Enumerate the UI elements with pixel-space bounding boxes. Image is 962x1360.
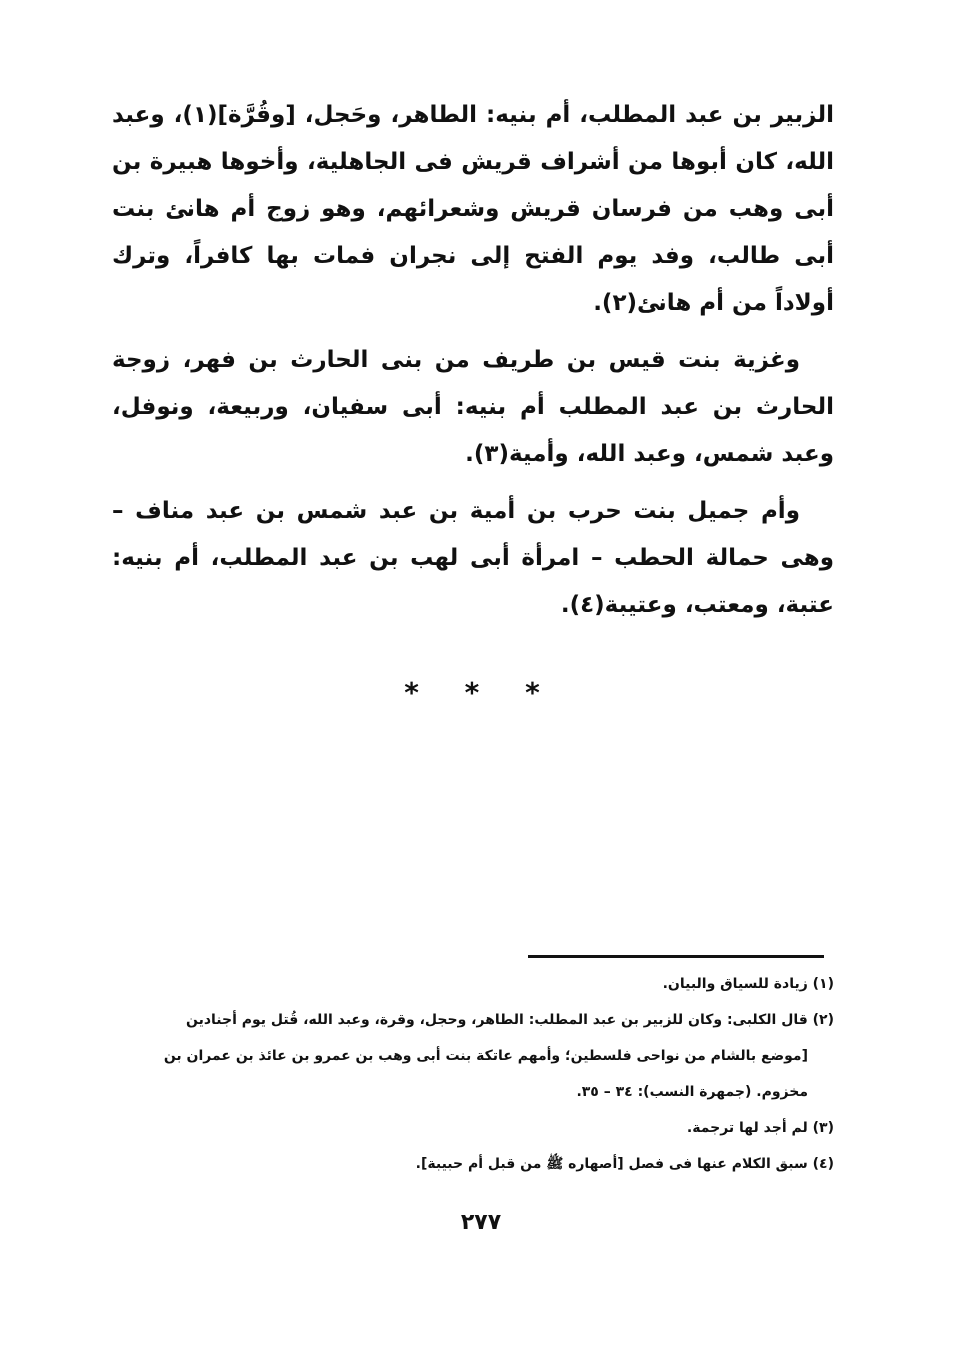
footnote-3: (٣) لم أجد لها ترجمة. (686, 1120, 834, 1136)
paragraph-2: وغزية بنت قيس بن طريف من بنى الحارث بن فهر، زوجة الحارث بن عبد المطلب أم بنيه: أبى سفيان، وربيعة، ونوفل، وعبد شمس، وعبد الله، وأمية(٣). (112, 347, 834, 467)
footnote-1: (١) زيادة للسياق والبيان. (662, 976, 834, 992)
footnote-2: (٢) قال الكلبى: وكان للزبير بن عبد المطلب: الطاهر، وحجل، وقرة، وعبد الله، قُتل يوم أجنادين (185, 1012, 834, 1028)
footnote-2-continuation-end: مخزوم. (جمهرة النسب): ٣٤ – ٣٥. (576, 1084, 808, 1100)
footnote-2-continuation: [موضع بالشام من نواحى فلسطين؛ وأمهم عاتكة بنت أبى وهب بن عمرو بن عائذ بن عمران بن (163, 1048, 808, 1064)
footnote-4: (٤) سبق الكلام عنها فى فصل [أصهاره ﷺ من قبل أم حبيبة]. (415, 1156, 834, 1172)
paragraph-1: الزبير بن عبد المطلب، أم بنيه: الطاهر، وحَجل، [وقُرَّة](١)، وعبد الله، كان أبوها من أشراف قريش فى الجاهلية، وأخوها هبيرة بن أبى وهب من فرسان قريش وشعرائهم، وهو زوج أم هانئ بنت أبى طالب، وفد يوم الفتح إلى نجران فمات بها كافراً، وترك أولاداً من أم هانئ(٢). (112, 102, 834, 316)
footnotes (112, 966, 834, 1182)
main-text (112, 92, 834, 639)
footnote-divider (528, 955, 824, 958)
section-separator: * * * (404, 676, 558, 709)
page-number: ٢٧٧ (460, 1210, 502, 1235)
paragraph-3: وأم جميل بنت حرب بن أمية بن عبد شمس بن عبد مناف – وهى حمالة الحطب – امرأة أبى لهب بن عبد المطلب، أم بنيه: عتبة، ومعتب، وعتيبة(٤). (112, 498, 834, 618)
